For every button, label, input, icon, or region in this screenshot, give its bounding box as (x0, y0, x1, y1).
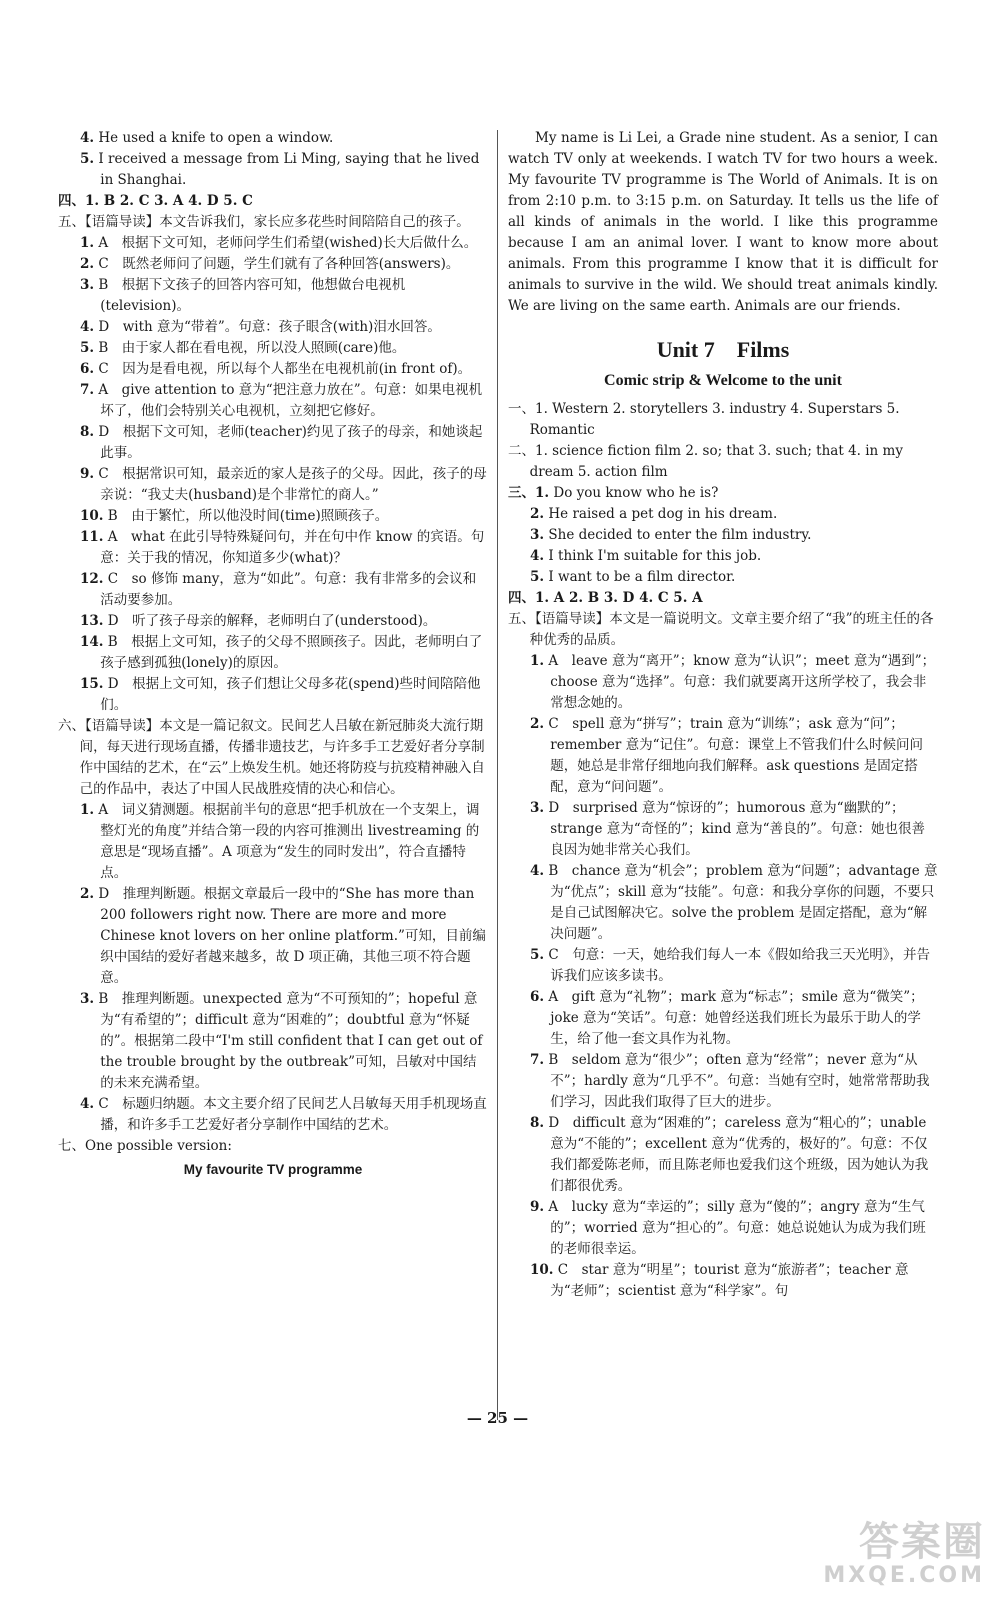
list-item: 5. I want to be a film director. (530, 569, 736, 585)
list-item: 4. I think I'm suitable for this job. (530, 548, 762, 564)
left-column (58, 128, 488, 1180)
list-item: 2. C spell 意为“拼写”；train 意为“训练”；ask 意为“问”；remember 意为“记住”。句意：课堂上不管我们什么时候问问题，她总是非常仔细地向我们解释。ask questions 是固定搭配，意为“问问题”。 (530, 716, 923, 795)
section-4: 四、1. A 2. B 3. D 4. C 5. A (508, 590, 703, 606)
list-item: 3. B 根据下文孩子的回答内容可知，他想做台电视机(television)。 (80, 277, 406, 314)
list-item: 三、1. Do you know who he is? (508, 485, 719, 501)
section-5-list (508, 651, 938, 1302)
list-item: 9. A lucky 意为“幸运的”；silly 意为“傻的”；angry 意为“生气的”；worried 意为“担心的”。句意：她总说她认为成为我们班的老师很幸运。 (530, 1199, 926, 1257)
page-number: — 25 — (466, 1409, 529, 1427)
watermark-cn: 答案圈 (859, 1519, 985, 1565)
unit-title: Unit 7 Films (656, 337, 790, 362)
section-5-intro: 五、【语篇导读】本文告诉我们，家长应多花些时间陪陪自己的孩子。 (58, 214, 470, 230)
list-item: 13. D 听了孩子母亲的解释，老师明白了(understood)。 (80, 613, 437, 629)
list-item: 3. D surprised 意为“惊讶的”；humorous 意为“幽默的”；strange 意为“奇怪的”；kind 意为“善良的”。句意：她也很善良因为她非常关心我们。 (530, 800, 925, 858)
right-column (508, 128, 938, 1302)
list-item: 4. D with 意为“带着”。句意：孩子眼含(with)泪水回答。 (80, 319, 441, 335)
watermark-logo (823, 1520, 985, 1588)
list-item: 2. D 推理判断题。根据文章最后一段中的“She has more than 200 followers right now. There are more and more Chinese knot lovers on her online platform.”可知，目前编织中国结的爱好者越来越多，故 D 项正确，其他三项不符合题意。 (80, 886, 486, 986)
answer-line: 4. He used a knife to open a window. (80, 130, 334, 146)
list-item: 5. C 句意：一天，她给我们每人一本《假如给我三天光明》，并告诉我们应该多读书。 (530, 947, 930, 984)
list-item: 4. C 标题归纳题。本文主要介绍了民间艺人吕敏每天用手机现场直播，和许多手工艺爱好者分享制作中国结的艺术。 (80, 1096, 487, 1133)
essay-body: My name is Li Lei, a Grade nine student. As a senior, I can watch TV only at weekends. I watch TV for two hours a week. My favourite TV programme is The World of Animals. It is on from 2:10 p.m. to 3:15 p.m. on Saturday. It tells us the life of all kinds of animals in the world. I like this programme because I am an animal lover. I want to know more about animals. From this programme I know that it is difficult for animals to survive in the wild. We should treat animals kindly. We are living on the same earth. Animals are our friends. (508, 130, 938, 314)
list-item: 12. C so 修饰 many，意为“如此”。句意：我有非常多的会议和活动要参加。 (80, 571, 477, 608)
answers-top (58, 128, 488, 191)
list-item: 2. He raised a pet dog in his dream. (530, 506, 778, 522)
essay-title: My favourite TV programme (183, 1162, 363, 1177)
list-item: 3. B 推理判断题。unexpected 意为“不可预知的”；hopeful 意为“有希望的”；difficult 意为“困难的”；doubtful 意为“怀疑的”。根据第二段中“I'm still confident that I can get out of the trouble brought by the outbreak”可知，吕敏对中国结的未来充满希望。 (80, 991, 483, 1091)
list-item: 10. B 由于繁忙，所以他没时间(time)照顾孩子。 (80, 508, 389, 524)
list-item: 15. D 根据上文可知，孩子们想让父母多花(spend)些时间陪陪他们。 (80, 676, 481, 713)
list-item: 7. B seldom 意为“很少”；often 意为“经常”；never 意为“从不”；hardly 意为“几乎不”。句意：当她有空时，她常常帮助我们学习，因此我们取得了巨大的进步。 (530, 1052, 930, 1110)
list-item: 11. A what 在此引导特殊疑问句，并在句中作 know 的宾语。句意：关于我的情况，你知道多少(what)？ (80, 529, 485, 566)
section-5-intro: 五、【语篇导读】本文是一篇说明文。文章主要介绍了“我”的班主任的各种优秀的品质。 (508, 611, 934, 648)
section-2: 二、1. science fiction film 2. so; that 3. such; that 4. in my dream 5. action film (508, 443, 903, 480)
list-item: 2. C 既然老师问了问题，学生们就有了各种回答(answers)。 (80, 256, 460, 272)
section-4: 四、1. B 2. C 3. A 4. D 5. C (58, 193, 253, 209)
list-item: 14. B 根据上文可知，孩子的父母不照顾孩子。因此，老师明白了孩子感到孤独(lonely)的原因。 (80, 634, 483, 671)
section-6-intro: 六、【语篇导读】本文是一篇记叙文。民间艺人吕敏在新冠肺炎大流行期间，每天进行现场直播，传播非遗技艺，与许多手工艺爱好者分享制作中国结的艺术，在“云”上焕发生机。她还将防疫与抗疫精神融入自己的作品中，表达了中国人民战胜疫情的决心和信心。 (58, 718, 485, 797)
list-item: 8. D 根据下文可知，老师(teacher)约见了孩子的母亲，和她谈起此事。 (80, 424, 483, 461)
list-item: 4. B chance 意为“机会”；problem 意为“问题”；advantage 意为“优点”；skill 意为“技能”。句意：和我分享你的问题，不要只是自己试图解决它。solve the problem 是固定搭配，意为“解决问题”。 (530, 863, 938, 942)
watermark-en: MXQE.COM (823, 1563, 985, 1588)
list-item: 6. A gift 意为“礼物”；mark 意为“标志”；smile 意为“微笑”；joke 意为“笑话”。句意：她曾经送我们班长为最乐于助人的学生，给了他一套文具作为礼物。 (530, 989, 924, 1047)
answer-line: 5. I received a message from Li Ming, saying that he lived in Shanghai. (80, 151, 480, 188)
list-item: 9. C 根据常识可知，最亲近的家人是孩子的父母。因此，孩子的母亲说：“我丈夫(husband)是个非常忙的商人。” (80, 466, 487, 503)
section-3-list (508, 483, 938, 588)
list-item: 7. A give attention to 意为“把注意力放在”。句意：如果电视机坏了，他们会特别关心电视机，立刻把它修好。 (80, 382, 483, 419)
list-item: 1. A leave 意为“离开”；know 意为“认识”；meet 意为“遇到”；choose 意为“选择”。句意：我们就要离开这所学校了，我会非常想念她的。 (530, 653, 936, 711)
list-item: 10. C star 意为“明星”；tourist 意为“旅游者”；teacher 意为“老师”；scientist 意为“科学家”。句 (530, 1262, 909, 1299)
list-item: 3. She decided to enter the film industry. (530, 527, 812, 543)
column-divider (497, 130, 498, 1420)
list-item: 5. B 由于家人都在看电视，所以没人照顾(care)他。 (80, 340, 406, 356)
unit-subtitle: Comic strip & Welcome to the unit (604, 372, 842, 389)
section-1: 一、1. Western 2. storytellers 3. industry 4. Superstars 5. Romantic (508, 401, 900, 438)
list-item: 1. A 词义猜测题。根据前半句的意思“把手机放在一个支架上，调整灯光的角度”并结合第一段的内容可推测出 livestreaming 的意思是“现场直播”。A 项意为“发生的同时发出”，符合直播特点。 (80, 802, 480, 881)
section-5-list (58, 233, 488, 716)
list-item: 8. D difficult 意为“困难的”；careless 意为“粗心的”；unable 意为“不能的”；excellent 意为“优秀的，极好的”。句意：不仅我们都爱陈老师，而且陈老师也爱我们这个班级，因为她认为我们都很优秀。 (530, 1115, 929, 1194)
section-6-list (58, 800, 488, 1136)
list-item: 6. C 因为是看电视，所以每个人都坐在电视机前(in front of)。 (80, 361, 472, 377)
section-7: 七、One possible version: (58, 1138, 232, 1154)
list-item: 1. A 根据下文可知，老师问学生们希望(wished)长大后做什么。 (80, 235, 478, 251)
